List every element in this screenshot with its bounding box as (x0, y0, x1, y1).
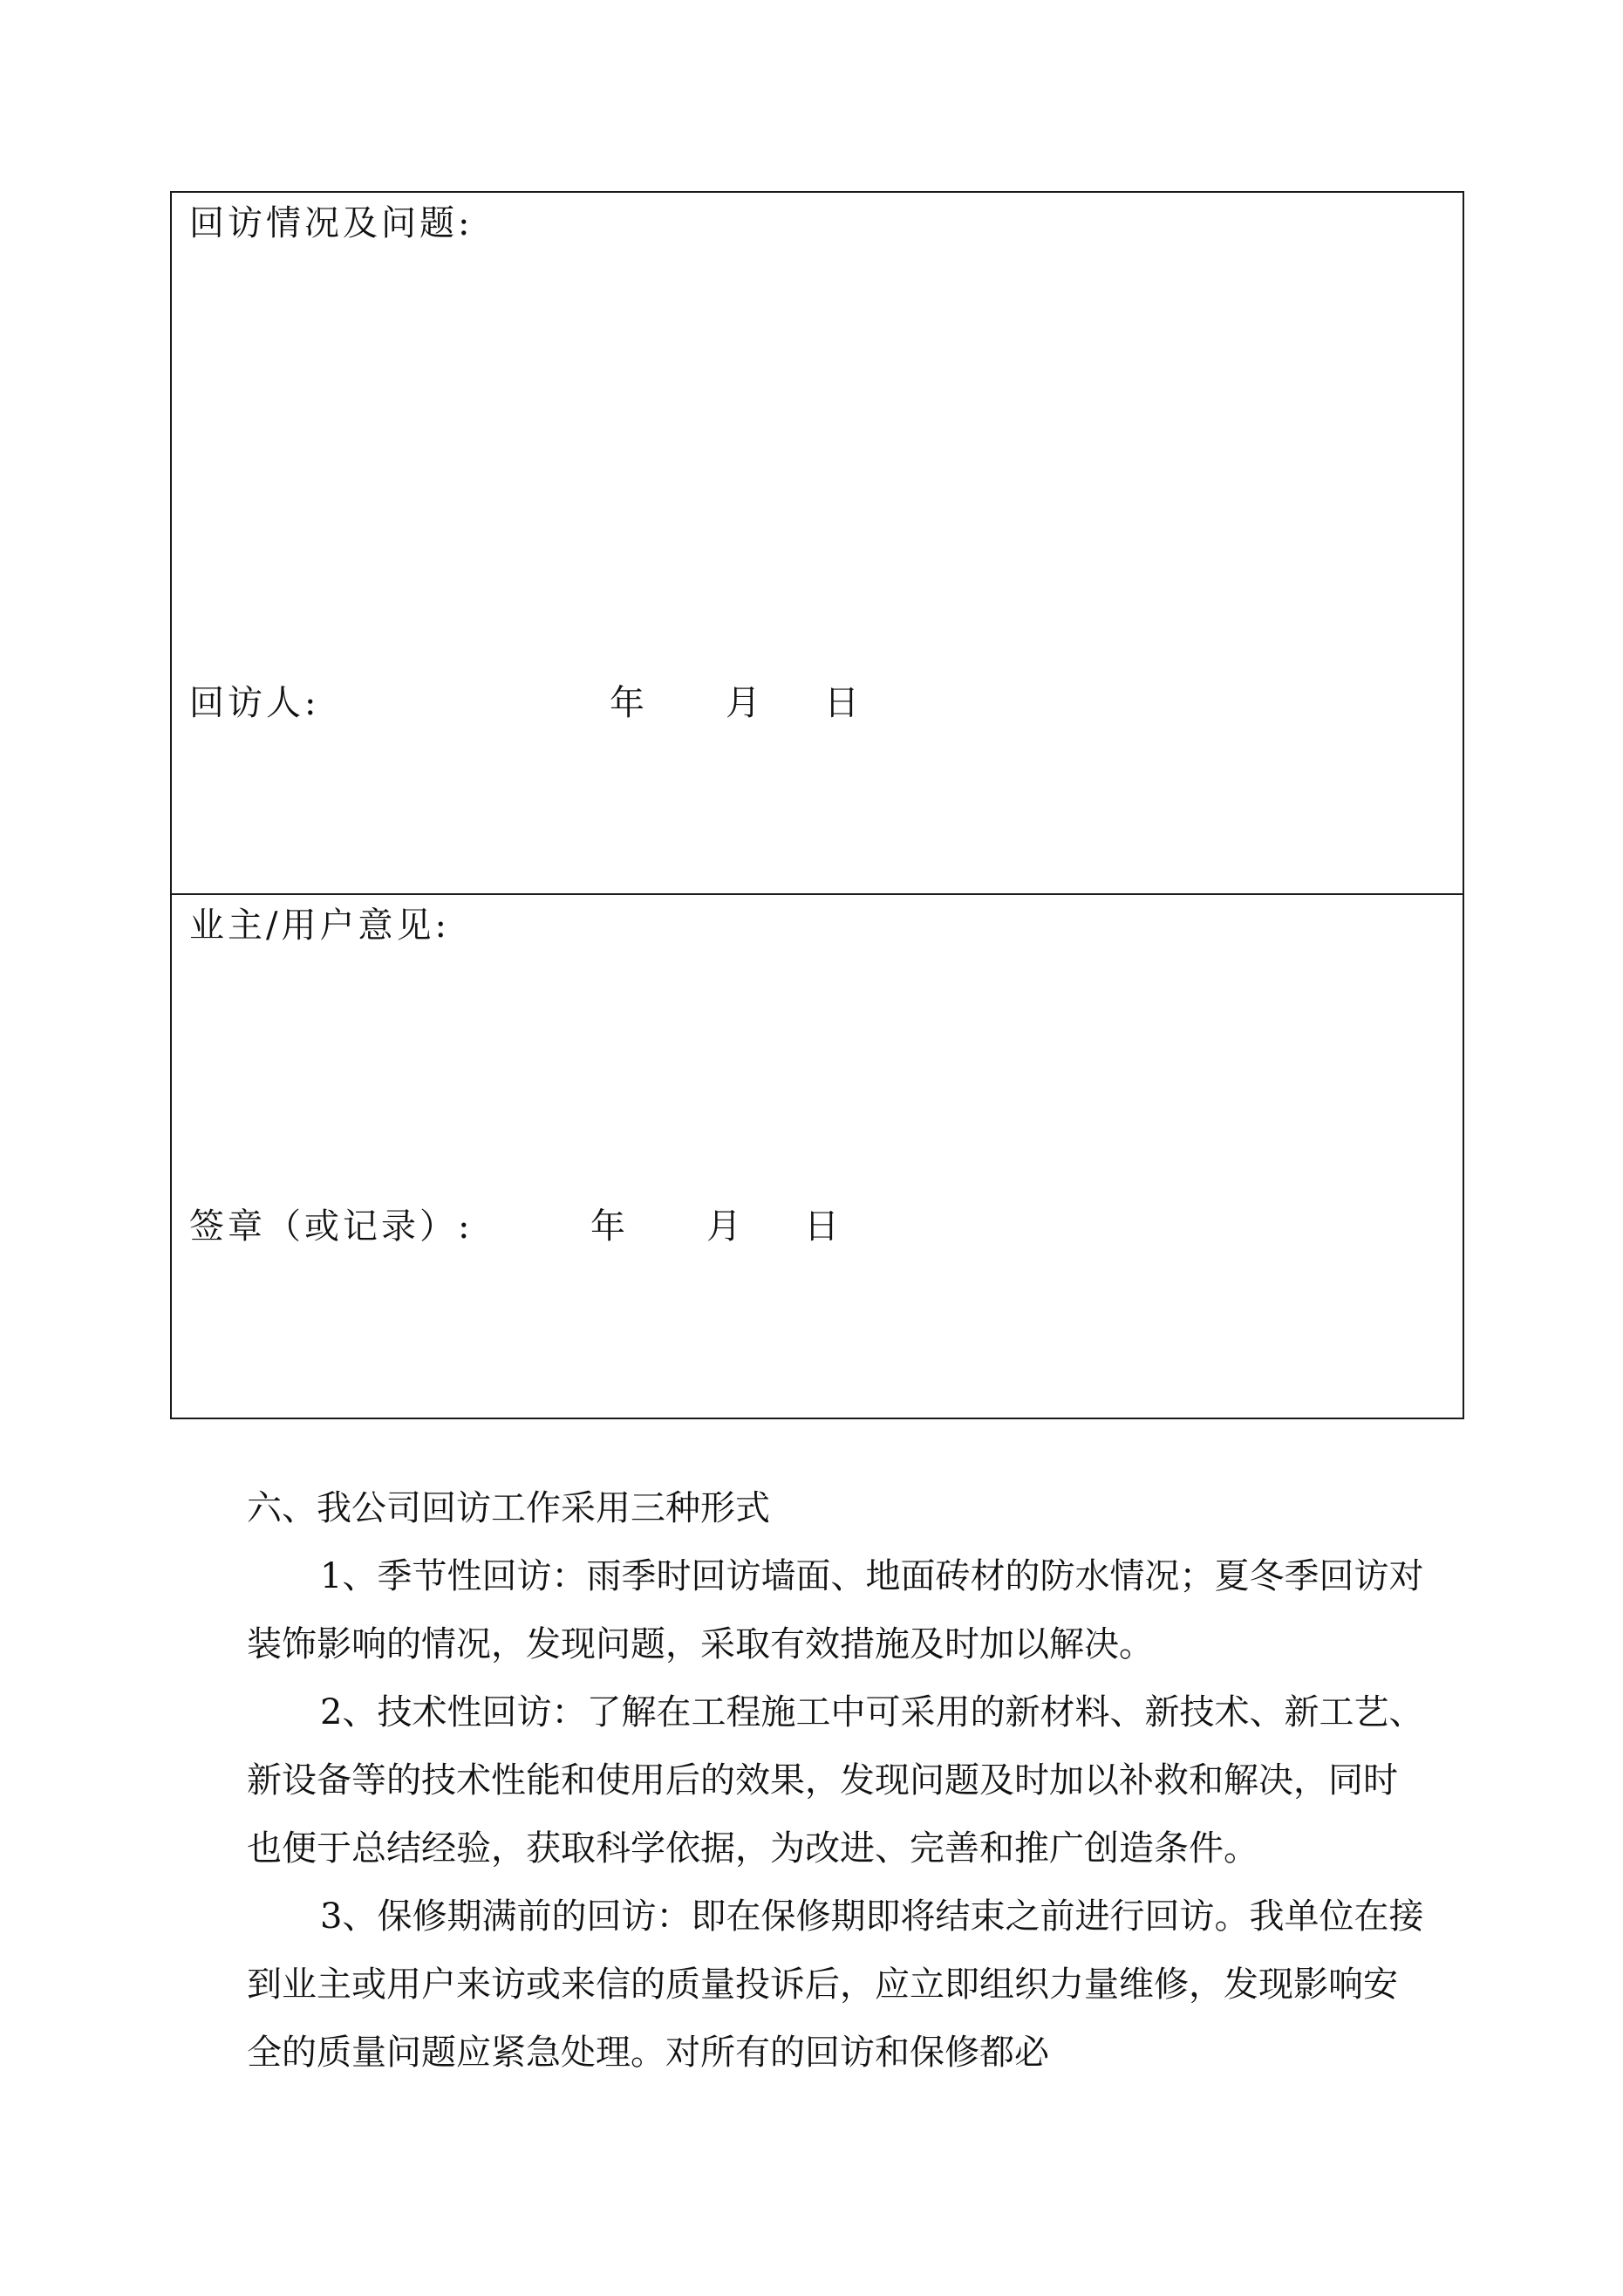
owner-year-label: 年 (590, 1206, 625, 1247)
visitor-label: 回访人: (189, 683, 320, 723)
paragraph-line: 新设备等的技术性能和使用后的效果，发现问题及时加以补救和解决，同时 (247, 1760, 1398, 1801)
owner-opinion-section (172, 893, 1463, 1418)
owner-opinion-heading: 业主/用户意见: (189, 905, 450, 946)
paragraph-line: 装饰影响的情况，发现问题，采取有效措施及时加以解决。 (247, 1624, 1154, 1664)
visit-year-label: 年 (610, 683, 644, 723)
paragraph-line: 也便于总结经验，获取科学依据，为改进、完善和推广创造条件。 (247, 1828, 1258, 1869)
signature-label: 签章（或记录）: (189, 1206, 474, 1247)
paragraph-line: 1、季节性回访：雨季时回访墙面、地面砖材的防水情况；夏冬季回访对 (320, 1556, 1424, 1596)
paragraph-line: 到业主或用户来访或来信的质量投诉后，应立即组织力量维修，发现影响安 (247, 1965, 1398, 2005)
paragraph-line: 3、保修期满前的回访：即在保修期即将结束之前进行回访。我单位在接 (320, 1896, 1424, 1937)
visit-situation-section (172, 193, 1463, 893)
paragraph-line: 2、技术性回访：了解在工程施工中可采用的新材料、新技术、新工艺、 (320, 1692, 1424, 1732)
paragraph-line: 全的质量问题应紧急处理。对所有的回访和保修都必 (247, 2033, 1049, 2073)
visit-situation-heading: 回访情况及问题: (189, 203, 474, 243)
visit-methods-text (247, 1474, 1468, 2087)
owner-month-label: 月 (706, 1206, 741, 1247)
section-heading: 六、我公司回访工作采用三种形式 (247, 1488, 770, 1528)
visit-month-label: 月 (726, 683, 760, 723)
owner-day-label: 日 (804, 1206, 839, 1247)
visit-record-form (170, 191, 1464, 1419)
visit-day-label: 日 (824, 683, 859, 723)
